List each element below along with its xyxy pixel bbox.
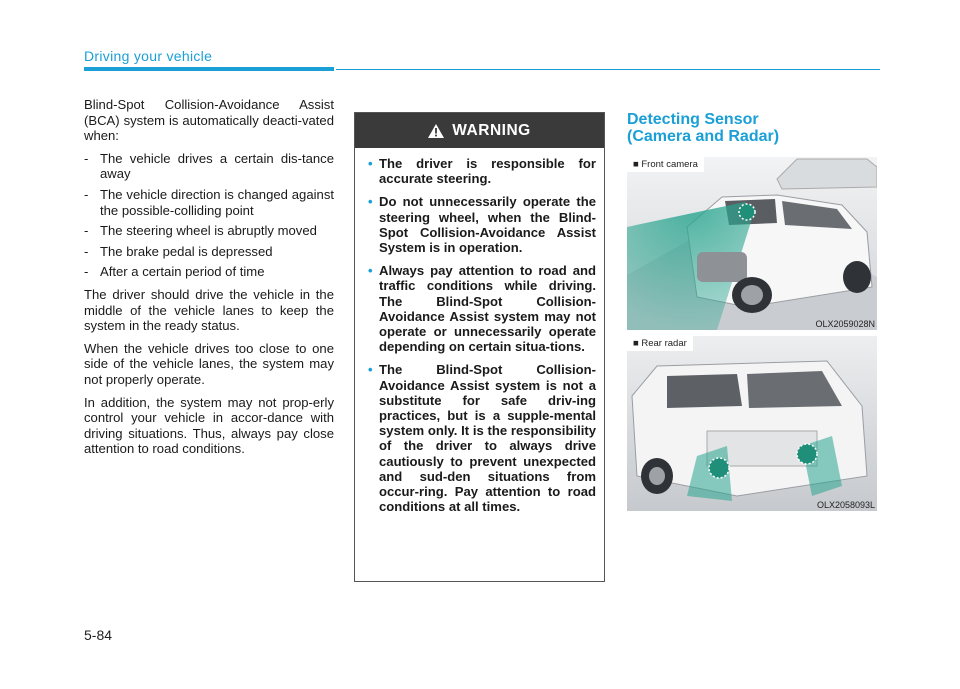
- condition-item: - The steering wheel is abruptly moved: [84, 223, 317, 239]
- warning-title: WARNING: [452, 121, 531, 139]
- header-rule-thick: [84, 67, 334, 71]
- warning-triangle-icon: [428, 124, 444, 138]
- figure-code: OLX2058093L: [816, 500, 875, 510]
- bullet-icon: •: [368, 263, 373, 279]
- condition-item: - The vehicle drives a certain dis-tance away: [84, 150, 334, 182]
- warning-box: [354, 112, 605, 582]
- warning-item: • Always pay attention to road and traffic conditions while driving. The Blind-Spot Collision-Avoidance Assist system may not operate or unnecessarily operate depending on certain situa-tions.: [368, 263, 596, 355]
- warning-header: [355, 113, 604, 148]
- sensor-heading: Detecting Sensor (Camera and Radar): [627, 111, 780, 145]
- warning-item: • The Blind-Spot Collision-Avoidance Assist system is not a substitute for safe driv-ing practices, but is a supple-mental system only. It is the responsibility of the driver to always drive cautiously to prevent unexpected and sud-den situations from occur-ring. Pay attention to road conditions at all times.: [368, 362, 596, 515]
- condition-item: - The vehicle direction is changed against the possible-colliding point: [84, 186, 334, 218]
- page-number: 5-84: [84, 627, 113, 643]
- body-text-column: [84, 97, 334, 464]
- bullet-icon: •: [368, 156, 373, 171]
- body-paragraph: When the vehicle drives too close to one side of the vehicle lanes, the system may not properly operate.: [84, 340, 334, 387]
- body-paragraph: The driver should drive the vehicle in the middle of the vehicle lanes to keep the system in the ready status.: [84, 286, 334, 334]
- suv-rear-illustration: [627, 336, 877, 511]
- intro-paragraph: Blind-Spot Collision-Avoidance Assist (BCA) system is automatically deacti-vated when:: [84, 97, 334, 144]
- body-paragraph: In addition, the system may not prop-erly control your vehicle in accor-dance with driving situations. Thus, always pay close attention to road conditions.: [84, 394, 334, 457]
- header-rule-thin: [336, 69, 880, 70]
- section-title: Driving your vehicle: [84, 48, 213, 64]
- figure-code: OLX2059028N: [815, 319, 875, 329]
- suv-front-illustration: [627, 157, 877, 330]
- condition-item: - The brake pedal is depressed: [84, 243, 273, 259]
- bullet-icon: •: [368, 362, 373, 378]
- bullet-icon: •: [368, 194, 373, 210]
- rear-radar-figure: [627, 336, 877, 511]
- condition-item: - After a certain period of time: [84, 264, 265, 280]
- front-camera-figure: [627, 157, 877, 330]
- front-camera-label: ■ Front camera: [627, 157, 704, 172]
- warning-item: • Do not unnecessarily operate the steering wheel, when the Blind-Spot Collision-Avoidance Assist System is in operation.: [368, 194, 596, 256]
- rear-radar-label: ■ Rear radar: [627, 336, 693, 351]
- warning-item: • The driver is responsible for accurate steering.: [368, 156, 596, 187]
